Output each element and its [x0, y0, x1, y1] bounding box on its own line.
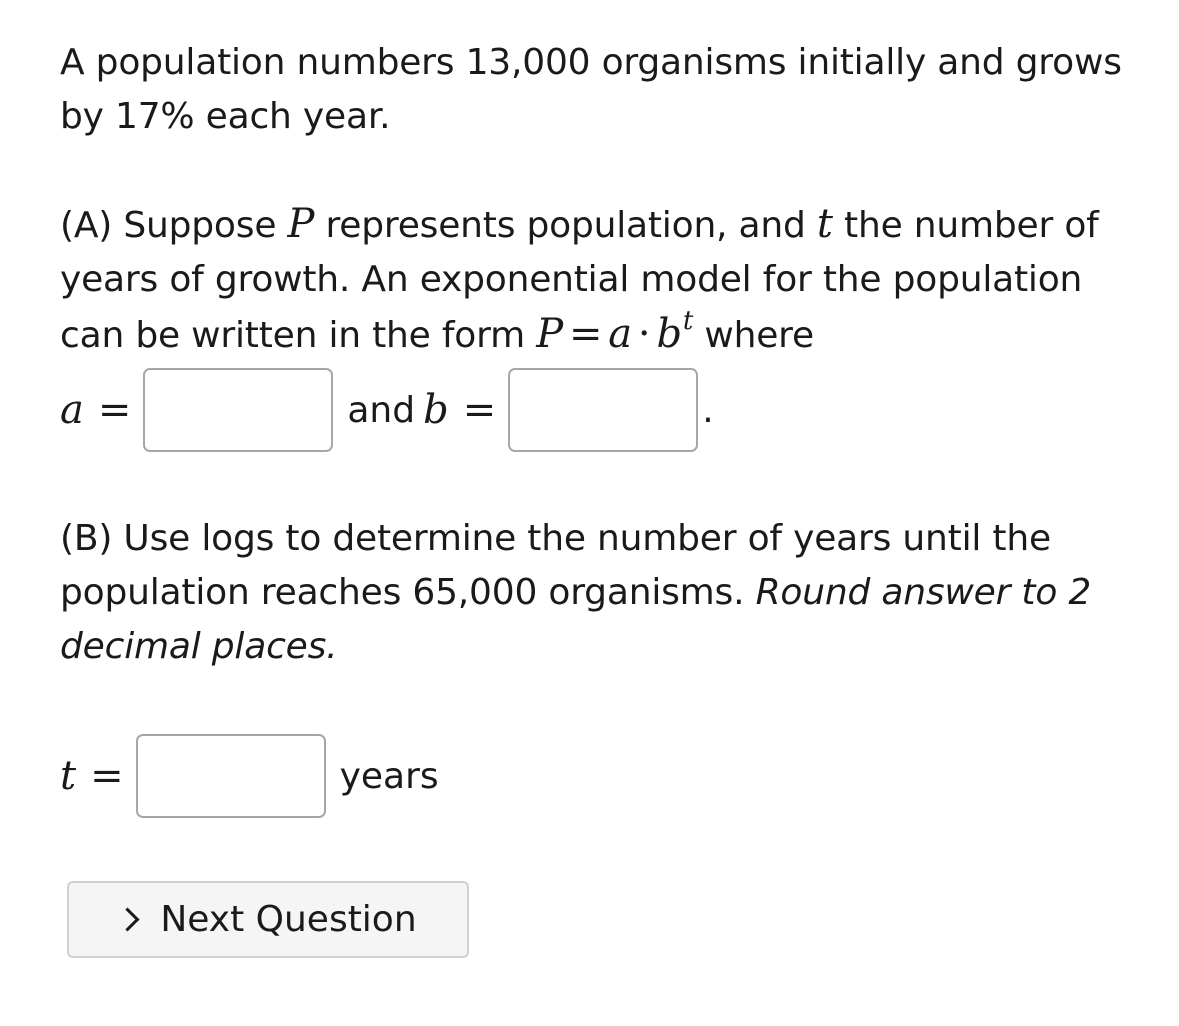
- next-question-label: Next Question: [160, 899, 417, 940]
- b-label: b: [423, 387, 449, 433]
- formula-equals: =: [568, 311, 603, 357]
- t-input[interactable]: [136, 734, 326, 818]
- answer-row-a-b: [60, 365, 714, 455]
- t-label: t: [60, 753, 77, 799]
- a-input[interactable]: [143, 368, 333, 452]
- question-intro: A population numbers 13,000 organisms initially and grows by 17% each year.: [60, 42, 1122, 137]
- answer-row-t: [60, 731, 439, 821]
- a-equals: =: [97, 387, 132, 433]
- part-b-main: (B) Use logs to determine the number of years until the population reaches 65,000 organisms.: [60, 518, 1051, 613]
- formula-exponent: t: [682, 306, 694, 336]
- part-a-prefix: (A) Suppose: [60, 205, 277, 246]
- formula-dot: ·: [637, 311, 651, 357]
- part-b-text: [60, 512, 1150, 674]
- and-text: and: [347, 389, 416, 431]
- part-a-mid1: represents population, and: [325, 205, 806, 246]
- var-t: t: [816, 201, 833, 247]
- part-a-mid2: the number of years of growth. An exponential model for the population can be written in the form: [60, 205, 1099, 356]
- part-a-suffix: where: [704, 315, 814, 356]
- a-label: a: [60, 387, 84, 433]
- b-input[interactable]: [508, 368, 698, 452]
- t-equals: =: [90, 753, 124, 799]
- formula-p: P: [536, 311, 563, 357]
- period: .: [702, 389, 714, 431]
- years-unit: years: [339, 755, 439, 797]
- part-a-text: [60, 197, 1150, 366]
- formula-b: b: [656, 311, 682, 357]
- formula-a: a: [608, 311, 632, 357]
- b-equals: =: [462, 387, 497, 433]
- chevron-right-icon: [116, 907, 140, 931]
- next-question-button[interactable]: [67, 881, 469, 958]
- var-p: P: [287, 201, 315, 247]
- part-b-rounding-note: Round answer to 2 decimal places.: [60, 572, 1092, 667]
